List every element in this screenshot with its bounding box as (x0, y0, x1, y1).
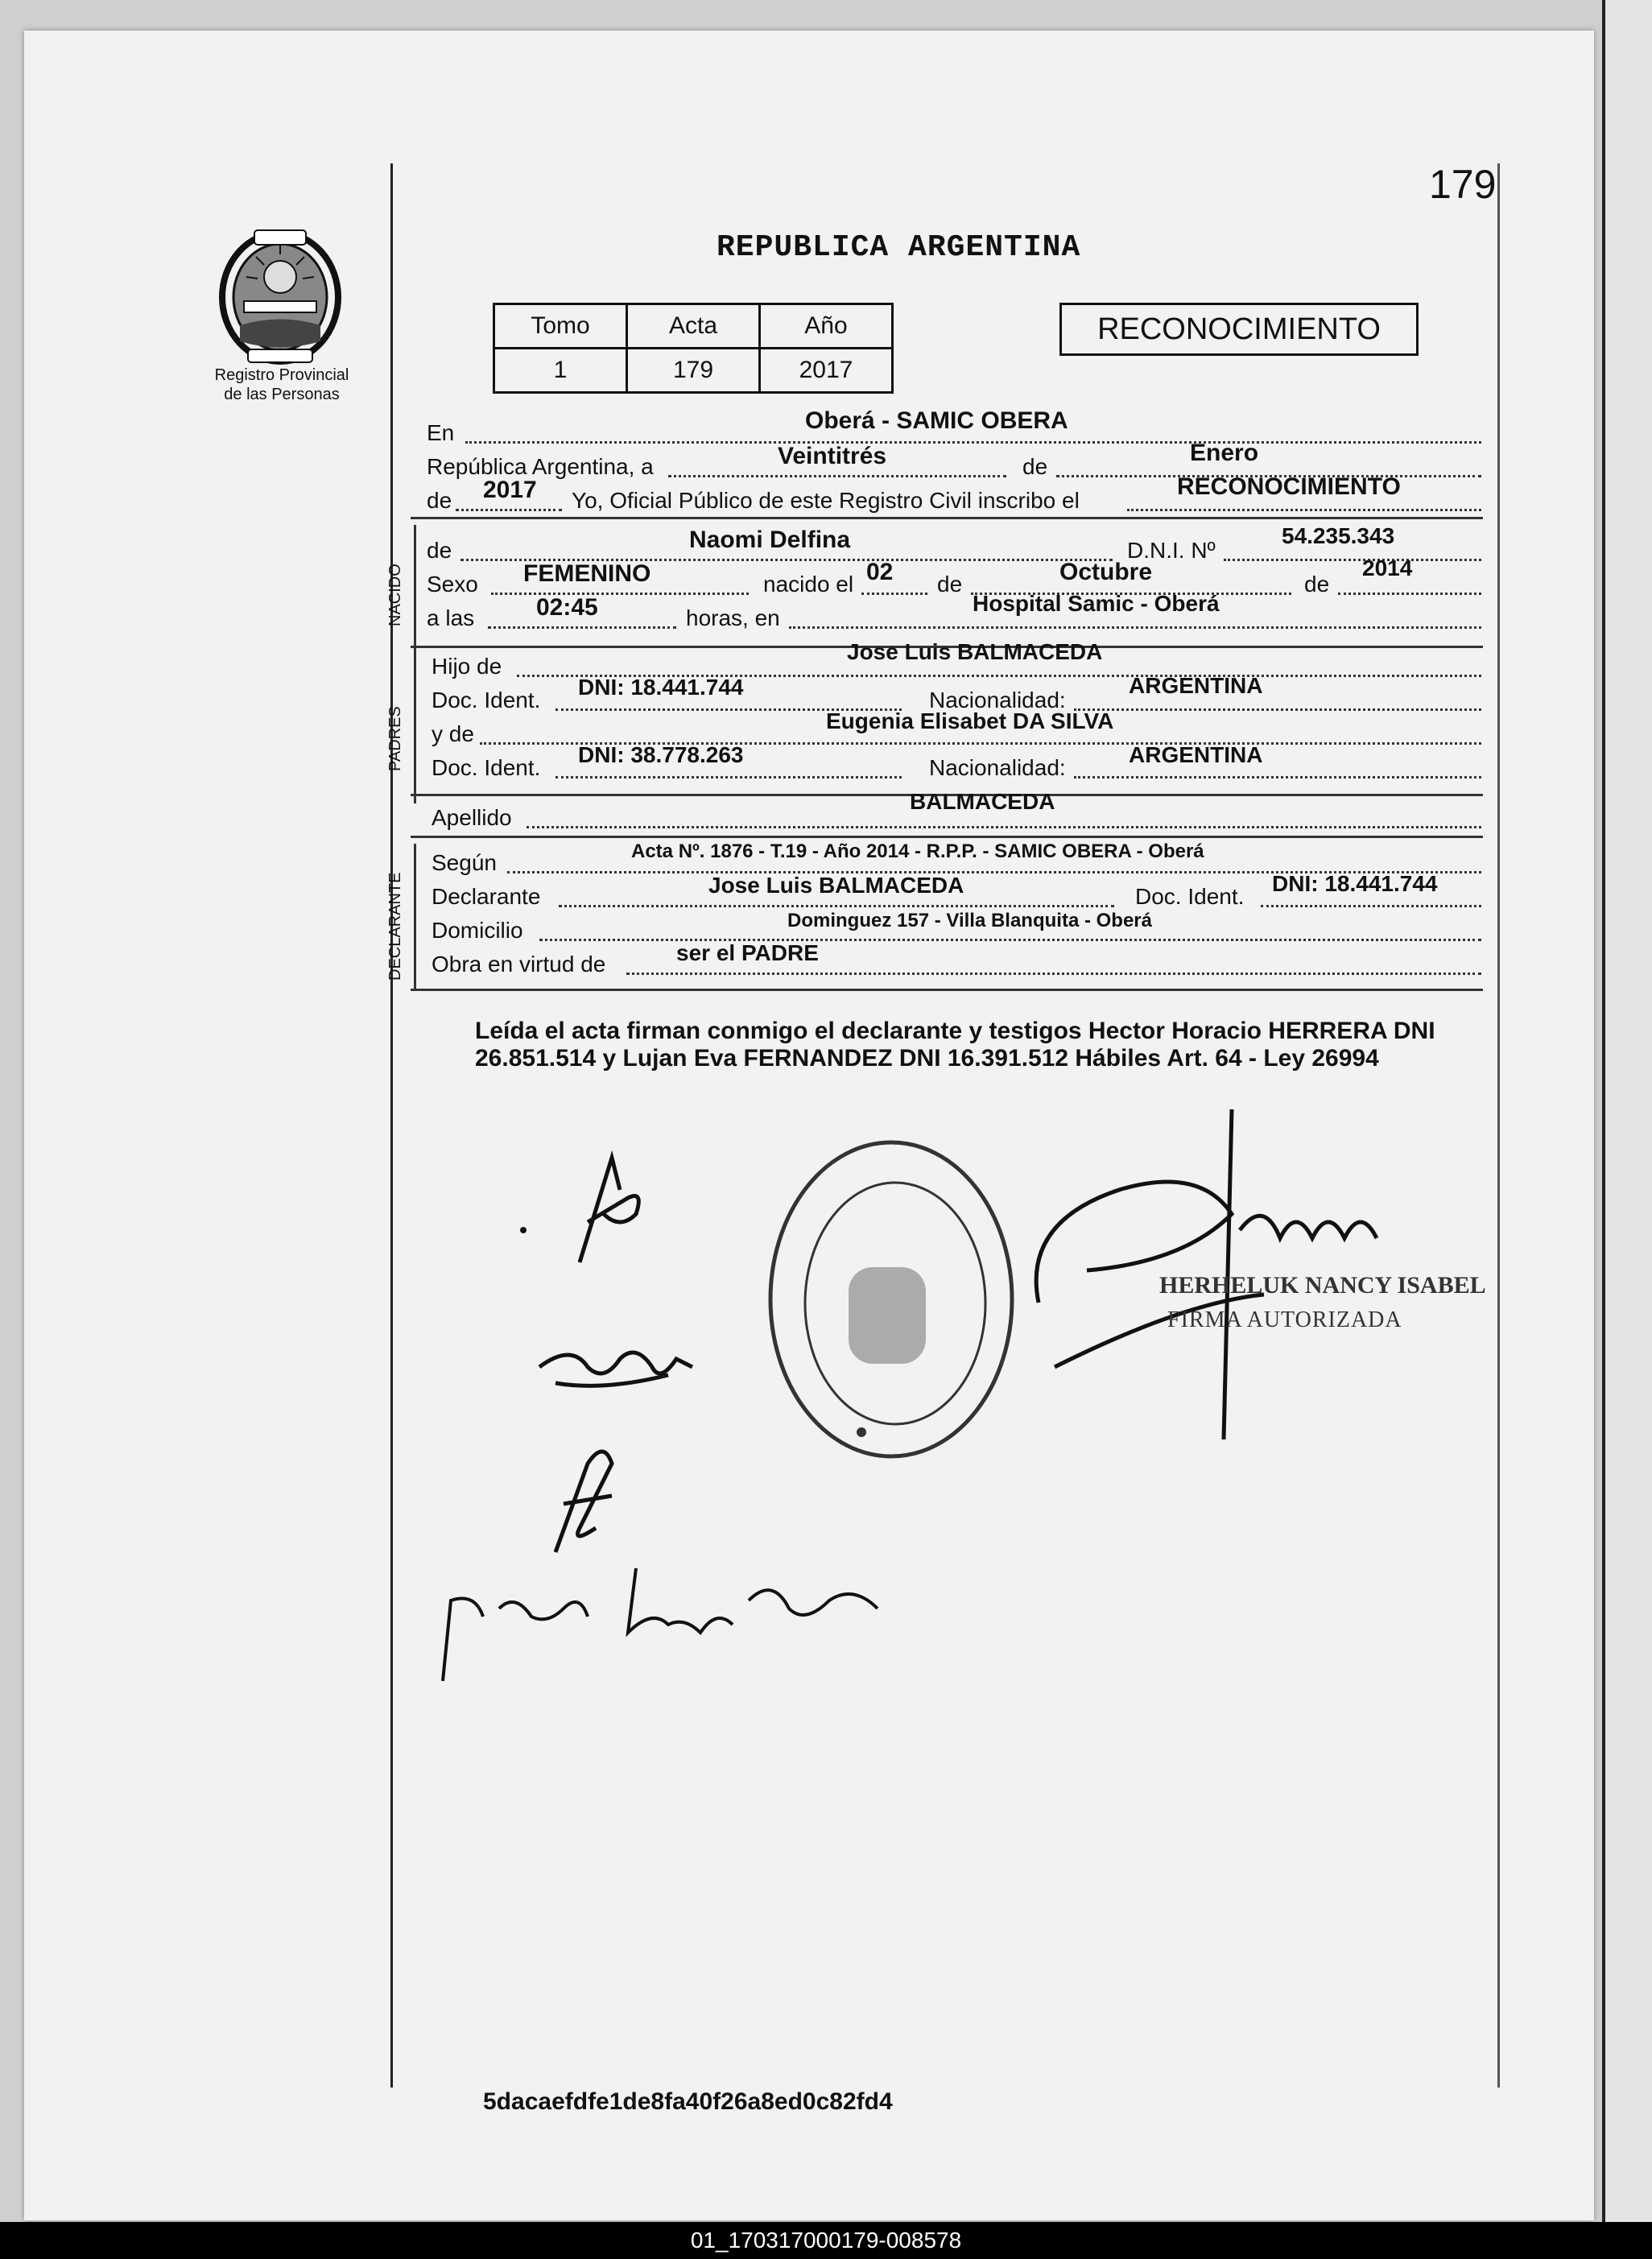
logo-caption (185, 365, 378, 404)
section-rule (411, 989, 1483, 991)
witness-signature-2-icon (523, 1311, 700, 1407)
father-nationality: ARGENTINA (1129, 673, 1263, 698)
dotted-line (668, 475, 1006, 477)
dotted-line (626, 973, 1481, 975)
dotted-line (559, 905, 1114, 907)
father-name: Jose Luis BALMACEDA (847, 639, 1103, 664)
padres-bracket (414, 654, 416, 803)
domicilio-label: Domicilio (432, 918, 523, 943)
dotted-line (1074, 708, 1481, 711)
child-dni: 54.235.343 (1282, 523, 1395, 548)
place-value: Oberá - SAMIC OBERA (805, 407, 1068, 434)
adjacent-page-edge (1602, 0, 1652, 2222)
de-label: de (937, 572, 963, 597)
dotted-line (491, 593, 749, 595)
obra-value: ser el PADRE (676, 940, 819, 965)
de-label: de (1304, 572, 1330, 597)
closing-statement: Leída el acta firman conmigo el declarante y testigos Hector Horacio HERRERA DNI 26.851.514 y Lujan Eva FERNANDEZ DNI 16.391.512 Hábiles Art. 64 - Ley 26994 (475, 1018, 1435, 1072)
signatory-name: HERHELUK NANCY ISABEL (1159, 1272, 1486, 1299)
padres-section-label: PADRES (386, 706, 404, 771)
doc-ident-label: Doc. Ident. (432, 755, 541, 780)
nacido-de-label: de (427, 538, 452, 563)
dotted-line (555, 776, 902, 778)
day-value: Veintitrés (778, 443, 887, 469)
section-rule (411, 836, 1483, 838)
segun-value: Acta Nº. 1876 - T.19 - Año 2014 - R.P.P. - SAMIC OBERA - Oberá (631, 840, 1204, 862)
hijo-de-label: Hijo de (432, 654, 502, 679)
obra-label: Obra en virtud de (432, 952, 606, 977)
officer-text: Yo, Oficial Público de este Registro Civil inscribo el (572, 488, 1080, 513)
birth-place: Hospital Samic - Oberá (973, 591, 1220, 616)
declarante-bracket (414, 844, 416, 989)
year-prefix-label: de (427, 488, 452, 513)
doc-ident-label: Doc. Ident. (432, 688, 541, 712)
scan-footer-id: 01_170317000179-008578 (0, 2222, 1652, 2259)
dotted-line (488, 626, 676, 629)
mother-nationality: ARGENTINA (1129, 742, 1263, 767)
dotted-line (1224, 559, 1481, 561)
logo-caption-line2: de las Personas (224, 386, 340, 403)
segun-label: Según (432, 850, 497, 875)
de-label: de (1022, 454, 1048, 479)
mother-name: Eugenia Elisabet DA SILVA (826, 708, 1114, 733)
birth-month: Octubre (1059, 559, 1153, 585)
misiones-coat-of-arms-icon (208, 221, 353, 365)
child-name: Naomi Delfina (689, 527, 851, 553)
nacionalidad-label: Nacionalidad: (929, 688, 1066, 712)
apellido-label: Apellido (432, 805, 512, 830)
signatory-role: FIRMA AUTORIZADA (1167, 1307, 1402, 1332)
domicilio-value: Dominguez 157 - Villa Blanquita - Oberá (787, 910, 1152, 931)
dotted-line (456, 509, 562, 511)
logo-caption-line1: Registro Provincial (214, 366, 349, 384)
dotted-line (789, 626, 1481, 629)
dotted-line (465, 441, 1481, 444)
dotted-line (1127, 509, 1481, 511)
witness-signature-1-icon (507, 1142, 668, 1286)
a-las-label: a las (427, 605, 475, 630)
birth-time: 02:45 (536, 594, 598, 621)
section-rule (411, 517, 1483, 519)
nacido-section-label: NACIDO (386, 564, 404, 626)
declarante-name: Jose Luis BALMACEDA (708, 873, 964, 898)
table-value-row (494, 349, 893, 393)
birth-day: 02 (866, 559, 894, 585)
act-type-box: RECONOCIMIENTO (1059, 303, 1419, 356)
en-label: En (427, 420, 455, 445)
sexo-value: FEMENINO (523, 560, 651, 587)
act-type-value: RECONOCIMIENTO (1177, 473, 1401, 500)
page-number: 179 (1429, 162, 1497, 207)
republica-label: República Argentina, a (427, 454, 654, 479)
handwritten-note-icon (427, 1536, 910, 1697)
doc-ident-label: Doc. Ident. (1135, 884, 1245, 909)
declarante-section-label: DECLARANTE (386, 872, 404, 981)
header-ano: Año (760, 304, 893, 349)
dotted-line (1261, 905, 1481, 907)
dotted-line (861, 593, 927, 595)
document-hash: 5dacaefdfe1de8fa40f26a8ed0c82fd4 (483, 2088, 893, 2115)
document-sheet (24, 31, 1594, 2220)
official-stamp-icon (758, 1130, 1024, 1468)
apellido-value: BALMACEDA (910, 789, 1055, 814)
mother-doc: DNI: 38.778.263 (578, 742, 744, 767)
nacionalidad-label: Nacionalidad: (929, 755, 1066, 780)
value-tomo: 1 (494, 349, 627, 393)
record-reference-table (493, 303, 894, 394)
header-tomo: Tomo (494, 304, 627, 349)
month-value: Enero (1190, 440, 1259, 466)
header-acta: Acta (627, 304, 760, 349)
dotted-line (1338, 593, 1481, 595)
document-title: REPUBLICA ARGENTINA (717, 230, 1081, 265)
dni-label: D.N.I. Nº (1127, 538, 1216, 563)
sexo-label: Sexo (427, 572, 478, 597)
nacido-el-label: nacido el (763, 572, 854, 597)
value-ano: 2017 (760, 349, 893, 393)
dotted-line (527, 826, 1481, 828)
nacido-bracket (414, 525, 416, 659)
value-acta: 179 (627, 349, 760, 393)
horas-label: horas, en (686, 605, 780, 630)
right-margin-rule (1497, 163, 1500, 2088)
dotted-line (1074, 776, 1481, 778)
birth-year: 2014 (1362, 555, 1413, 580)
year-value: 2017 (483, 477, 537, 503)
table-header-row (494, 304, 893, 349)
declarante-doc: DNI: 18.441.744 (1272, 871, 1438, 896)
left-margin-rule (390, 163, 393, 2088)
y-de-label: y de (432, 721, 474, 746)
declarante-label: Declarante (432, 884, 541, 909)
father-doc: DNI: 18.441.744 (578, 675, 744, 700)
